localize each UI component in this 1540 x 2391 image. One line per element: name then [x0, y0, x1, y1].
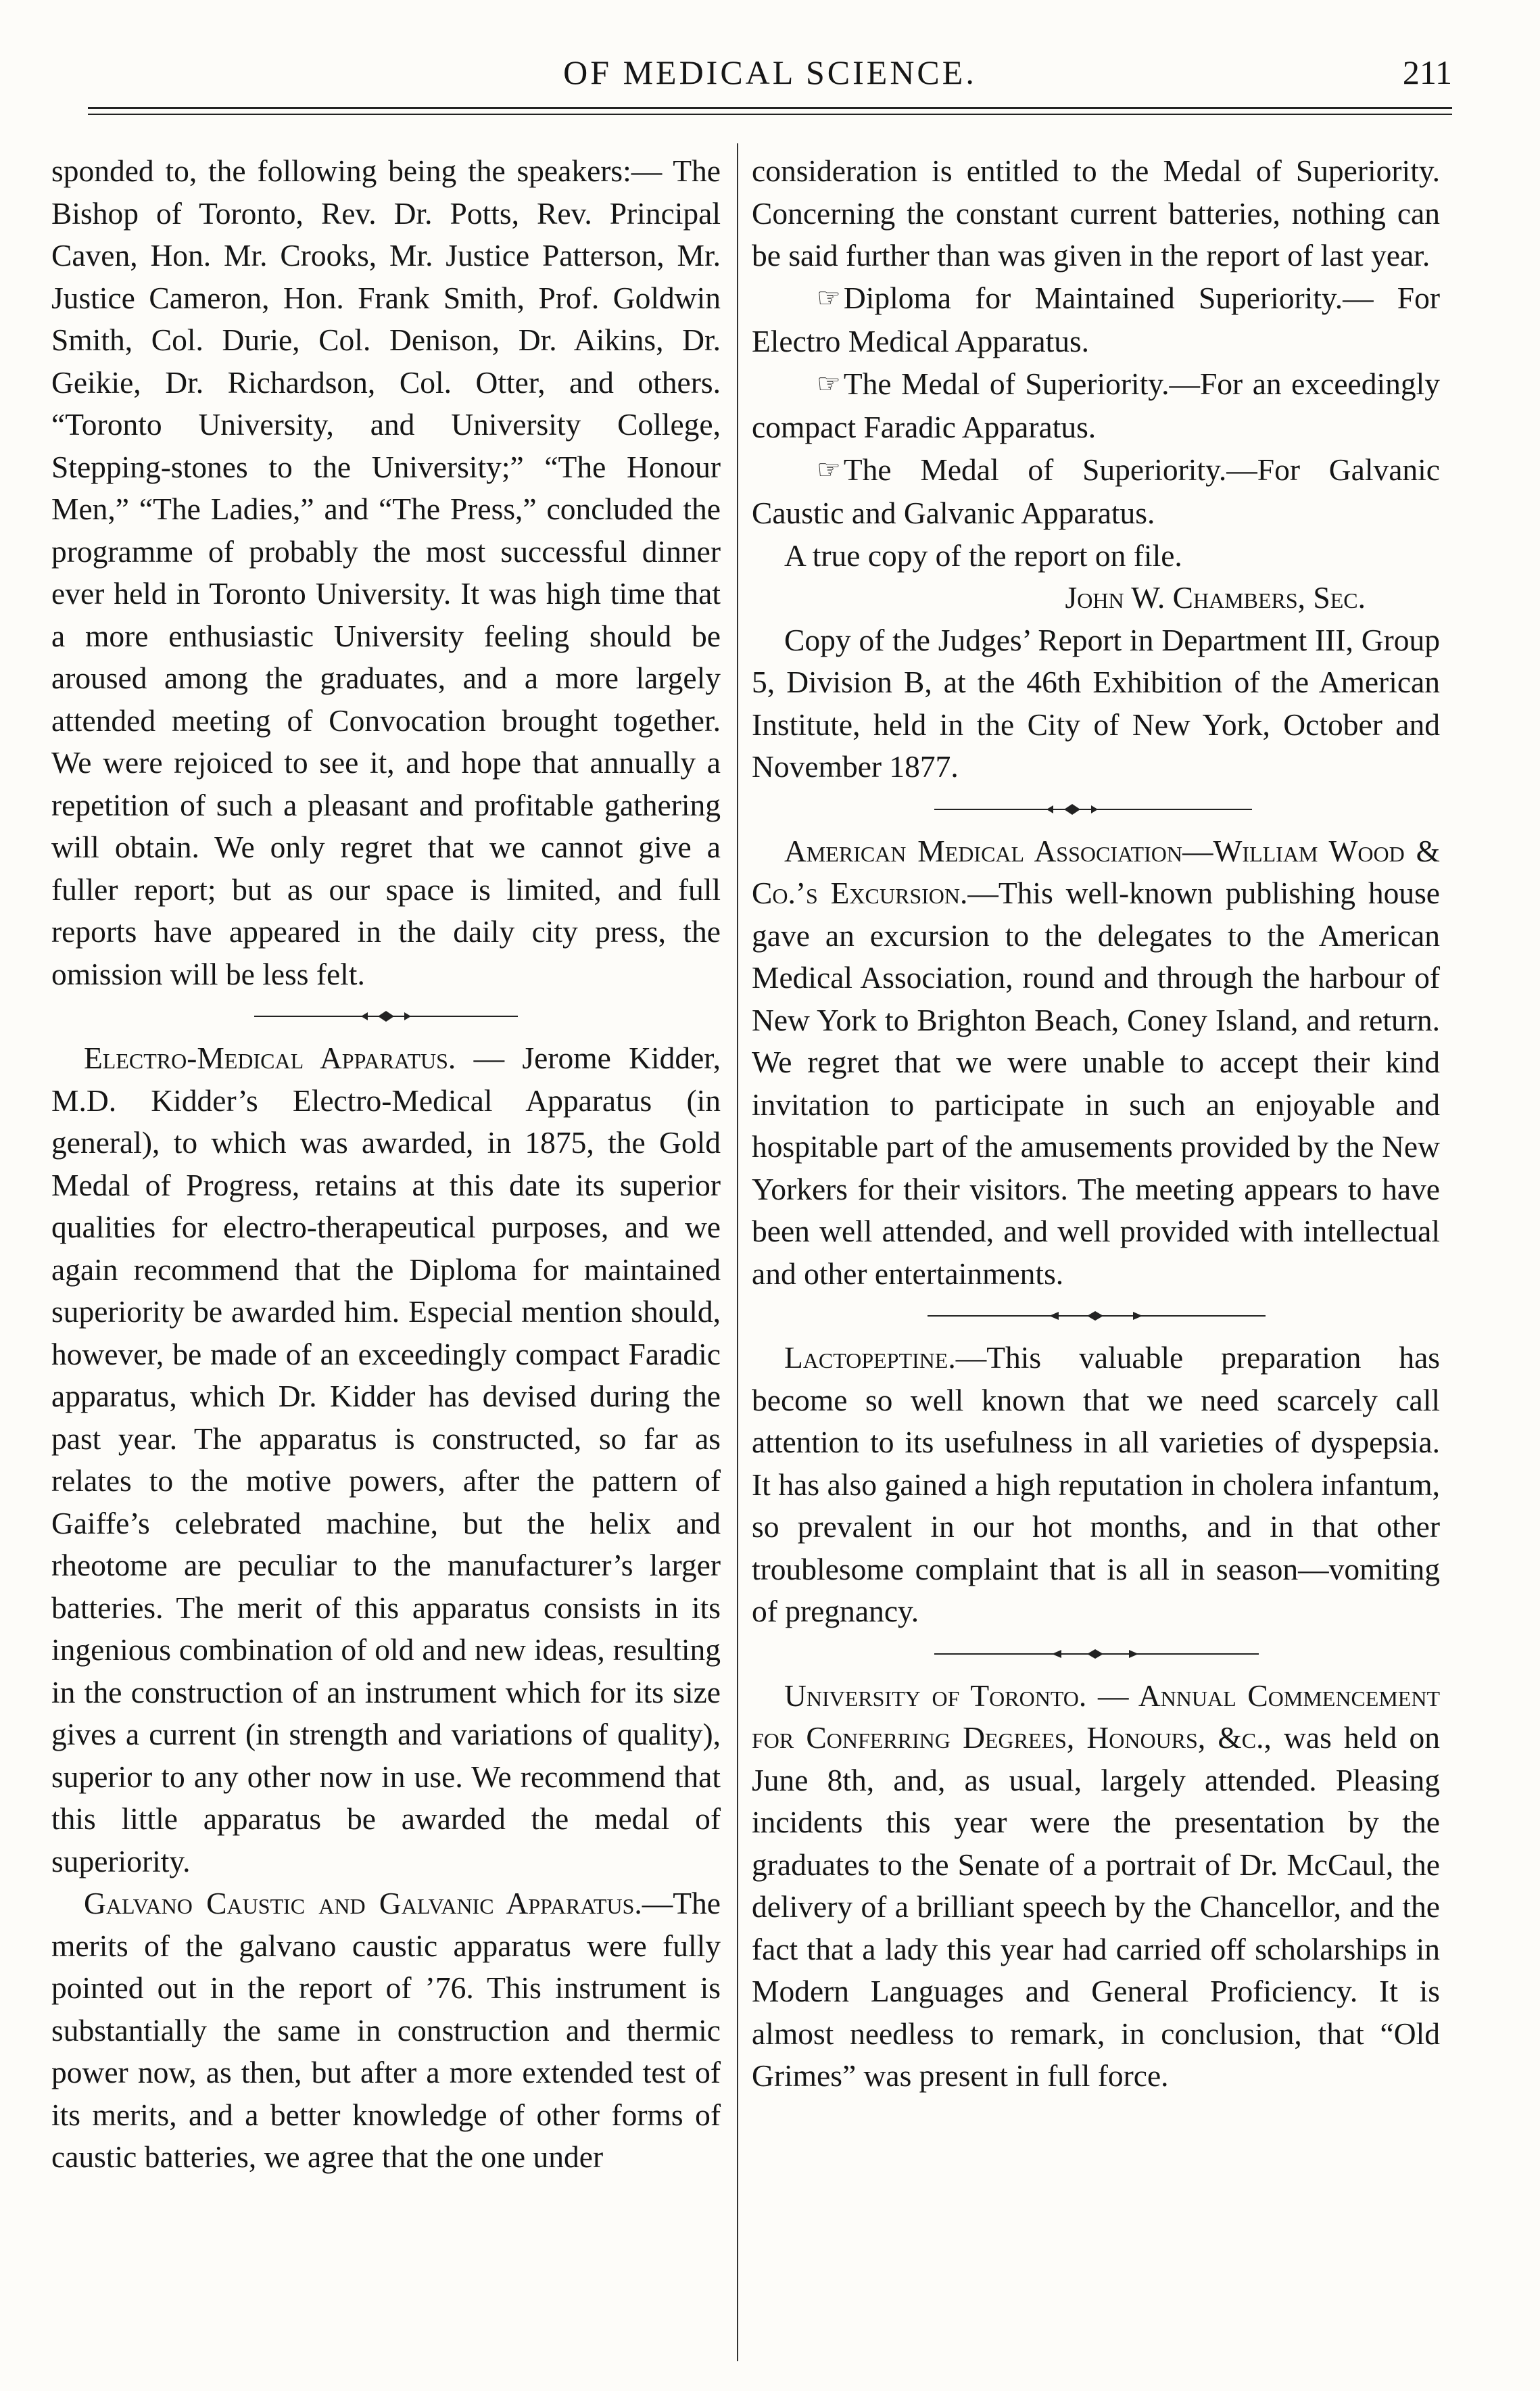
university-toronto-heading: University of Toronto. — Annual Commencement for Conferring Degrees, Honours, &c., [752, 1678, 1440, 1755]
page-number: 211 [1402, 53, 1452, 91]
galvano-caustic-body: —The merits of the galvano caustic apparatus were fully pointed out in the report of ’76. This instrument is substantially the same in construction and thermic power now, as then, but after a more extended test of its merits, and a better knowledge of other forms of caustic batteries, we agree that the one under [51, 1886, 721, 2174]
pointing-hand-icon: ☞ [817, 454, 841, 485]
left-column [51, 150, 721, 2179]
header-rule [88, 107, 1452, 109]
university-toronto-body: was held on June 8th, and, as usual, largely attended. Pleasing incidents this year were the presentation by the graduates to the Senate of a portrait of Dr. McCaul, the delivery of a brilliant speech by the Chancellor, and the fact that a lady this year had carried off scholarships in Modern Languages and General Proficiency. It is almost needless to remark, in conclusion, that “Old Grimes” was present in full force. [752, 1720, 1440, 2093]
column-divider [737, 143, 738, 2361]
dinner-report-paragraph: sponded to, the following being the speakers:— The Bishop of Toronto, Rev. Dr. Potts, Rev. Principal Caven, Hon. Mr. Crooks, Mr. Justice Patterson, Mr. Justice Cameron, Hon. Frank Smith, Prof. Goldwin Smith, Col. Durie, Col. Denison, Dr. Aikins, Dr. Geikie, Dr. Richardson, Col. Otter, and others. “Toronto University, and University College, Stepping-stones to the University;” “The Honour Men,” “The Ladies,” and “The Press,” concluded the programme of probably the most successful dinner ever held in Toronto University. It was high time that a more enthusiastic University feeling should be aroused among the graduates, and a more largely attended meeting of Convocation brought together. We were rejoiced to see it, and hope that annually a repetition of such a pleasant and profitable gathering will obtain. We only regret that we cannot give a fuller report; but as our space is limited, and full reports have appeared in the daily city press, the omission will be less felt. [51, 153, 721, 991]
lactopeptine-paragraph [752, 1337, 1440, 1633]
galvano-caustic-heading: Galvano Caustic and Galvanic Apparatus. [84, 1886, 642, 1920]
award-diploma: ☞Diploma for Maintained Superiority.— For Electro Medical Apparatus. [752, 277, 1440, 363]
ama-excursion-body: —This well-known publishing house gave an excursion to the delegates to the American Medical Association, round and through the harbour of New York to Brighton Beach, Coney Island, and return. We regret that we were unable to accept their kind invitation to participate in such an enjoyable and hospitable part of the amusements provided by the New Yorkers for their visitors. The meeting appears to have been well attended, and well provided with intellectual and other entertainments. [752, 876, 1440, 1291]
ama-excursion-paragraph [752, 830, 1440, 1296]
section-ornament [51, 995, 721, 1037]
lactopeptine-body: —This valuable preparation has become so well known that we need scarcely call attention to its usefulness in all varieties of dyspepsia. It has also gained a high reputation in cholera infantum, so prevalent in our hot months, and in that other troublesome complaint that is all in season—vomiting of pregnancy. [752, 1340, 1440, 1628]
header-rule-thin [88, 114, 1452, 115]
running-header [61, 53, 1479, 100]
lactopeptine-heading: Lactopeptine. [784, 1340, 956, 1375]
ama-excursion-heading: American Medical Association—William Wood & Co.’s Excursion. [752, 833, 1440, 910]
right-column [752, 150, 1440, 2098]
university-toronto-paragraph [752, 1675, 1440, 2098]
electro-medical-body: — Jerome Kidder, M.D. Kidder’s Electro-Medical Apparatus (in general), to which was awarded, in 1875, the Gold Medal of Progress, retains at this date its superior qualities for electro-therapeutical purposes, and we again recommend that the Diploma for maintained superiority be awarded him. Especial mention should, however, be made of an exceedingly compact Faradic apparatus, which Dr. Kidder has devised during the past year. The apparatus is constructed, so far as relates to the motive powers, after the pattern of Gaiffe’s celebrated machine, but the helix and rheotome are peculiar to the manufacturer’s larger batteries. The merit of this apparatus consists in its ingenious combination of old and new ideas, resulting in the construction of an instrument which for its size gives a current (in strength and variations of quality), superior to any other now in use. We recommend that this little apparatus be awarded the medal of superiority. [51, 1041, 721, 1878]
section-ornament [752, 1633, 1440, 1675]
award-medal-faradic: ☞The Medal of Superiority.—For an exceedingly compact Faradic Apparatus. [752, 363, 1440, 449]
pointing-hand-icon: ☞ [817, 282, 841, 313]
electro-medical-paragraph [51, 1037, 721, 1883]
award-medal-galvanic: ☞The Medal of Superiority.—For Galvanic Caustic and Galvanic Apparatus. [752, 449, 1440, 535]
judges-report-note: Copy of the Judges’ Report in Department III, Group 5, Division B, at the 46th Exhibition of the American Institute, held in the City of New York, October and November 1877. [752, 622, 1440, 784]
electro-medical-heading: Electro-Medical Apparatus. [84, 1041, 456, 1075]
section-ornament [752, 1295, 1440, 1337]
pointing-hand-icon: ☞ [817, 368, 841, 399]
section-ornament [752, 788, 1440, 830]
galvano-caustic-paragraph [51, 1883, 721, 2179]
running-title: OF MEDICAL SCIENCE. [563, 53, 977, 91]
true-copy-line: A true copy of the report on file. [784, 538, 1182, 573]
report-continuation-paragraph: consideration is entitled to the Medal of Superiority. Concerning the constant current batteries, nothing can be said further than was given in the report of last year. [752, 153, 1440, 273]
signature-line: John W. Chambers, Sec. [1065, 580, 1366, 615]
